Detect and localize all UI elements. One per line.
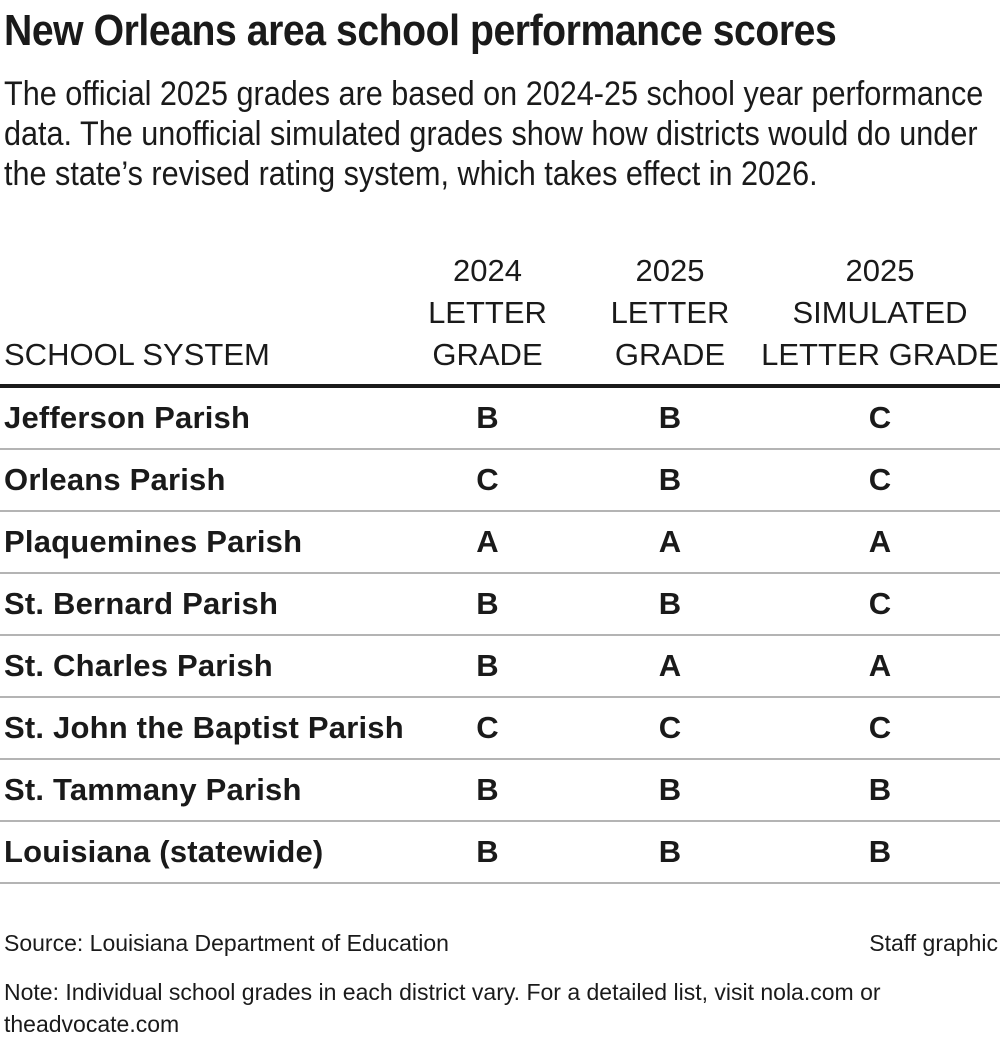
table-row xyxy=(0,449,1000,511)
table-row xyxy=(0,821,1000,883)
school-system-cell: Plaquemines Parish xyxy=(0,511,395,573)
grade-2024-cell: C xyxy=(395,449,580,511)
footnote: Note: Individual school grades in each district vary. For a detailed list, visit nola.com or theadvocate.com xyxy=(4,979,881,1037)
simulated-grade-cell: C xyxy=(760,449,1000,511)
school-system-cell: St. Bernard Parish xyxy=(0,573,395,635)
column-header-school-system: SCHOOL SYSTEM xyxy=(0,250,395,386)
grade-2025-cell: C xyxy=(580,697,760,759)
grades-table xyxy=(0,250,1000,884)
column-header-2025-grade: 2025 LETTER GRADE xyxy=(580,250,760,386)
school-system-cell: Jefferson Parish xyxy=(0,386,395,449)
grade-2025-cell: A xyxy=(580,635,760,697)
column-header-2024-grade: 2024 LETTER GRADE xyxy=(395,250,580,386)
grade-2025-cell: B xyxy=(580,821,760,883)
grade-2024-cell: B xyxy=(395,386,580,449)
column-header-2025-simulated-grade: 2025 SIMULATED LETTER GRADE xyxy=(760,250,1000,386)
simulated-grade-cell: C xyxy=(760,697,1000,759)
school-system-cell: St. Charles Parish xyxy=(0,635,395,697)
school-system-cell: St. John the Baptist Parish xyxy=(0,697,395,759)
school-system-cell: Louisiana (statewide) xyxy=(0,821,395,883)
table-row xyxy=(0,511,1000,573)
grade-2024-cell: B xyxy=(395,573,580,635)
grade-2024-cell: B xyxy=(395,821,580,883)
table-row xyxy=(0,573,1000,635)
chart-subtitle: The official 2025 grades are based on 2024-25 school year performance data. The unofficial simulated grades show how districts would do under the state’s revised rating system, which takes effect in 2026. xyxy=(4,75,984,193)
grade-2025-cell: A xyxy=(580,511,760,573)
credit-note: Staff graphic xyxy=(869,930,998,956)
school-system-cell: St. Tammany Parish xyxy=(0,759,395,821)
simulated-grade-cell: C xyxy=(760,573,1000,635)
school-system-cell: Orleans Parish xyxy=(0,449,395,511)
grade-2025-cell: B xyxy=(580,759,760,821)
grade-2025-cell: B xyxy=(580,573,760,635)
simulated-grade-cell: A xyxy=(760,635,1000,697)
simulated-grade-cell: C xyxy=(760,386,1000,449)
simulated-grade-cell: A xyxy=(760,511,1000,573)
grade-2024-cell: A xyxy=(395,511,580,573)
grade-2024-cell: C xyxy=(395,697,580,759)
table-header-row xyxy=(0,250,1000,386)
simulated-grade-cell: B xyxy=(760,759,1000,821)
grade-2025-cell: B xyxy=(580,386,760,449)
simulated-grade-cell: B xyxy=(760,821,1000,883)
grade-2024-cell: B xyxy=(395,635,580,697)
table-row xyxy=(0,386,1000,449)
table-row xyxy=(0,697,1000,759)
table-body xyxy=(0,386,1000,883)
grade-2025-cell: B xyxy=(580,449,760,511)
table-row xyxy=(0,759,1000,821)
chart-title: New Orleans area school performance scores xyxy=(4,6,837,55)
table-row xyxy=(0,635,1000,697)
grade-2024-cell: B xyxy=(395,759,580,821)
source-note: Source: Louisiana Department of Education xyxy=(4,930,449,956)
